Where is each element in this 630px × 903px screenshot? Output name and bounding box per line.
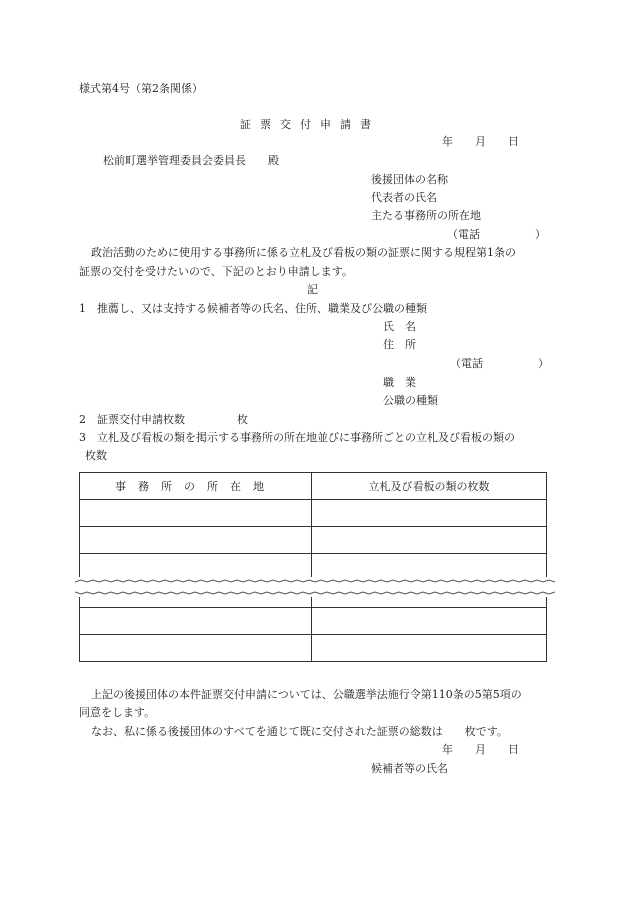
header-office-location: 事務所の所在地 [80,473,312,500]
body-text-line2: 証票の交付を受けたいので、下記のとおり申請します。 [79,265,353,278]
item1-heading: 1 推薦し、又は支持する候補者等の氏名、住所、職業及び公職の種類 [79,302,427,315]
ki-heading: 記 [307,283,318,296]
office-address-label: 主たる事務所の所在地 [371,209,481,222]
item3-line2: 枚数 [85,449,107,462]
candidate-address-label: 住 所 [383,338,416,351]
form-number: 様式第4号（第2条関係） [79,82,203,95]
sign-count-cell[interactable] [312,608,547,635]
body-text-line1: 政治活動のために使用する事務所に係る立札及び看板の類の証票に関する規程第1条の [91,246,516,259]
item3-line1: 3 立札及び看板の類を掲示する事務所の所在地並びに事務所ごとの立札及び看板の類の [79,431,515,444]
date-line: 年 月 日 [442,135,519,148]
addressee: 松前町選挙管理委員会委員長 殿 [103,154,279,167]
form-title: 証票交付申請書 [240,118,380,131]
candidate-name-label: 氏 名 [383,320,416,333]
table-row [80,500,547,527]
candidate-phone-label: （電話 ） [450,357,549,370]
item2-label: 2 証票交付申請枚数 [79,413,185,426]
candidate-office-type-label: 公職の種類 [383,394,438,407]
header-sign-count: 立札及び看板の類の枚数 [312,473,547,500]
sign-count-cell[interactable] [312,635,547,662]
office-location-cell[interactable] [80,500,312,527]
candidate-signature-label: 候補者等の氏名 [371,762,448,775]
office-sign-table [79,472,547,662]
item2-unit: 枚 [237,413,248,426]
candidate-occupation-label: 職 業 [383,376,416,389]
office-location-cell[interactable] [80,527,312,554]
org-name-label: 後援団体の名称 [371,173,448,186]
applicant-phone-label: （電話 ） [447,228,546,241]
table-row [80,608,547,635]
consent-line3: なお、私に係る後援団体のすべてを通じて既に交付された証票の総数は 枚です。 [91,725,508,738]
table-row [80,527,547,554]
rep-name-label: 代表者の氏名 [371,191,437,204]
omission-break-mark [75,577,555,597]
sign-count-cell[interactable] [312,500,547,527]
consent-date-line: 年 月 日 [442,743,519,756]
consent-line2: 同意をします。 [79,706,156,719]
office-location-cell[interactable] [80,635,312,662]
table-header-row [80,473,547,500]
sign-count-cell[interactable] [312,527,547,554]
office-location-cell[interactable] [80,608,312,635]
table-row [80,635,547,662]
consent-line1: 上記の後援団体の本件証票交付申請については、公職選挙法施行令第110条の5第5項の [91,688,522,701]
